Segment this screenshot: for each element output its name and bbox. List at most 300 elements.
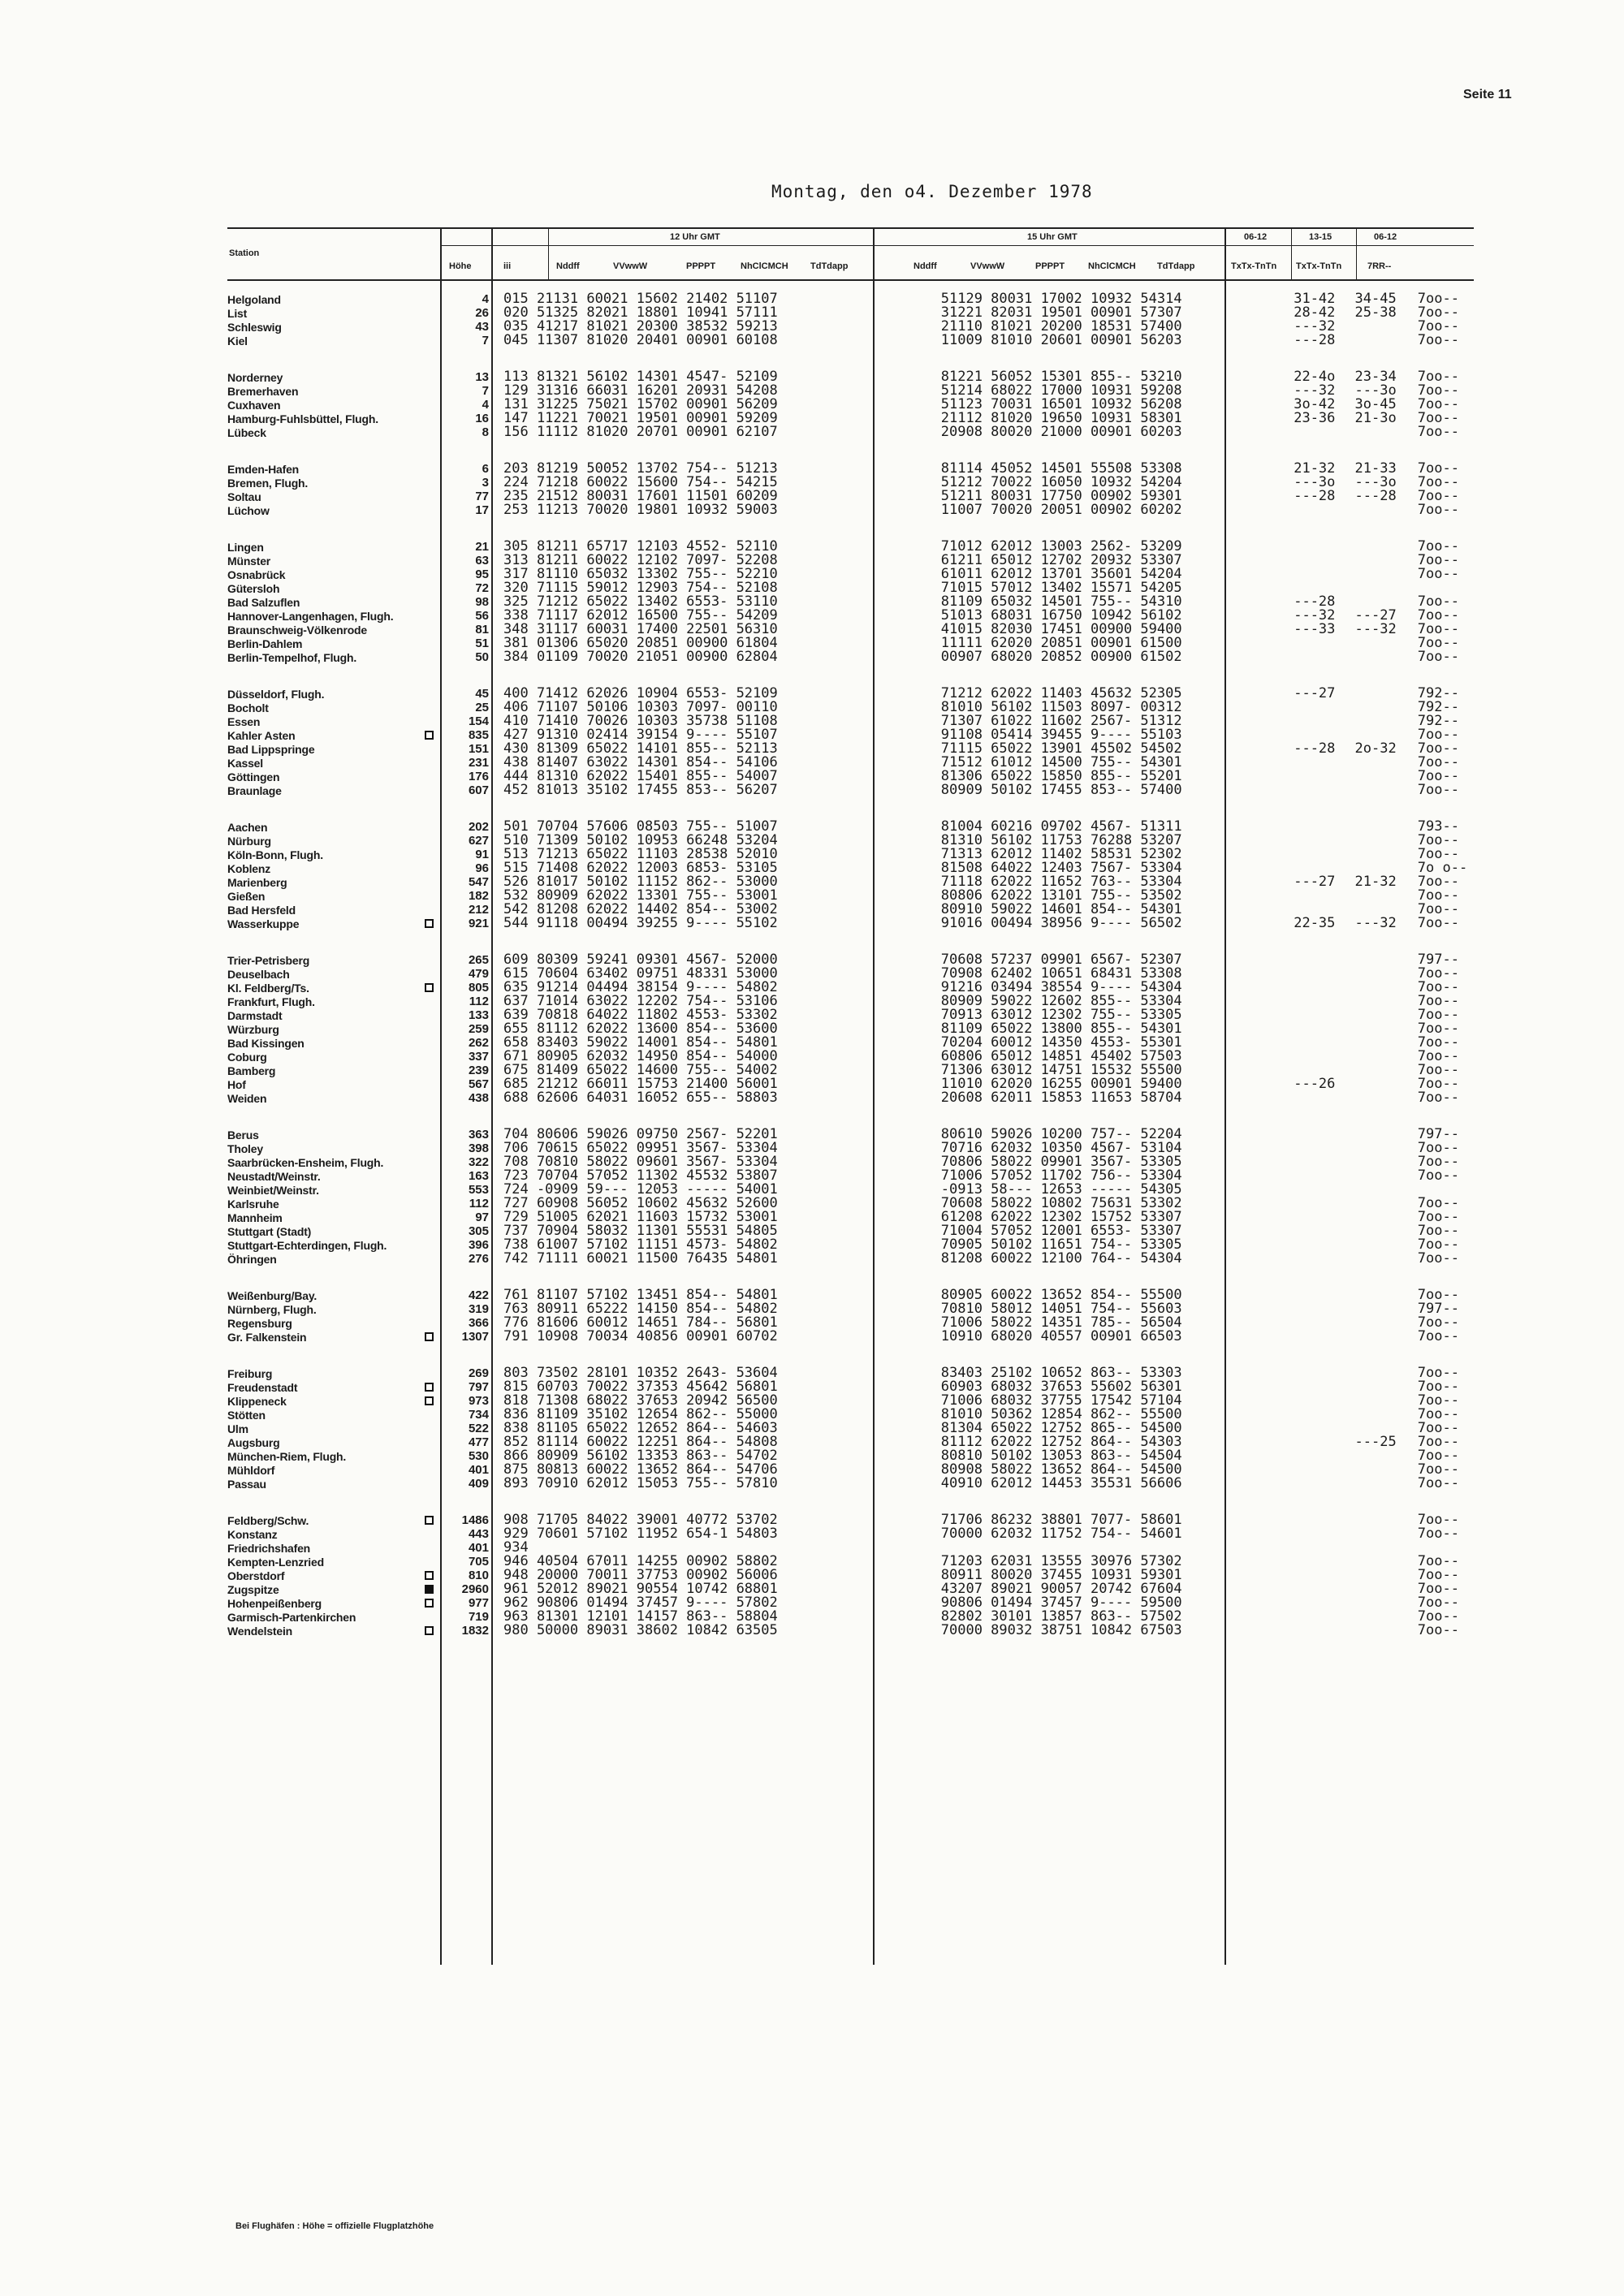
obs-15utc: 41015 82030 17451 00900 59400 bbox=[940, 623, 1182, 637]
temp-range-13-15: ---27 bbox=[1354, 609, 1397, 623]
temp-range-13-15 bbox=[1355, 770, 1418, 783]
temp-range-13-15 bbox=[1355, 568, 1418, 581]
station-name: Gütersloh bbox=[227, 581, 280, 595]
temp-range-06-12 bbox=[1294, 1330, 1354, 1344]
mountain-station-icon bbox=[425, 1383, 434, 1392]
station-row bbox=[227, 1513, 440, 1527]
station-height: 719 bbox=[468, 1610, 489, 1624]
precip-group: 7oo-- bbox=[1417, 1288, 1459, 1302]
obs-15utc: 60806 65012 14851 45402 57503 bbox=[940, 1050, 1182, 1064]
obs-12utc: 962 90806 01494 37457 9---- 57802 bbox=[503, 1596, 778, 1610]
precip-group: 792-- bbox=[1417, 701, 1459, 714]
observation-row bbox=[503, 1422, 1480, 1435]
obs-15utc: 81310 56102 11753 76288 53207 bbox=[940, 834, 1182, 848]
data-group bbox=[503, 1513, 1480, 1638]
observation-row bbox=[503, 967, 1480, 981]
station-row bbox=[227, 1302, 440, 1316]
obs-15utc: 71006 68032 37755 17542 57104 bbox=[940, 1394, 1182, 1408]
station-name: Kahler Asten bbox=[227, 728, 296, 742]
precip-group: 7oo-- bbox=[1417, 1624, 1459, 1638]
station-height: 797 bbox=[468, 1380, 489, 1394]
temp-range-13-15 bbox=[1355, 1408, 1418, 1422]
obs-12utc: 147 11221 70021 19501 00901 59209 bbox=[503, 412, 778, 425]
station-row bbox=[227, 384, 440, 398]
station-height: 627 bbox=[468, 834, 489, 848]
observation-row bbox=[503, 1183, 1480, 1197]
station-height: 2960 bbox=[461, 1582, 489, 1596]
temp-range-06-12 bbox=[1294, 1036, 1354, 1050]
divider-station-height bbox=[440, 227, 442, 1965]
temp-range-06-12 bbox=[1294, 1252, 1354, 1266]
obs-15utc: 51212 70022 16050 10932 54204 bbox=[940, 476, 1182, 490]
station-row bbox=[227, 1022, 440, 1036]
station-height: 7 bbox=[482, 384, 489, 398]
precip-group: 7oo-- bbox=[1417, 875, 1459, 889]
station-row bbox=[227, 1366, 440, 1380]
precip-group: 7oo-- bbox=[1417, 995, 1459, 1008]
obs-12utc: 129 31316 66031 16201 20931 54208 bbox=[503, 384, 778, 398]
obs-12utc: 224 71218 60022 15600 754-- 54215 bbox=[503, 476, 778, 490]
station-height: 21 bbox=[475, 540, 489, 554]
obs-12utc: 501 70704 57606 08503 755-- 51007 bbox=[503, 820, 778, 834]
station-height: 363 bbox=[468, 1128, 489, 1142]
temp-range-13-15 bbox=[1355, 540, 1418, 554]
obs-15utc: 60903 68032 37653 55602 56301 bbox=[940, 1380, 1182, 1394]
mountain-station-icon bbox=[425, 1516, 434, 1525]
precip-group: 7oo-- bbox=[1417, 742, 1459, 756]
temp-range-13-15 bbox=[1355, 834, 1418, 848]
temp-range-13-15: 3o-45 bbox=[1354, 398, 1397, 412]
obs-12utc: 761 81107 57102 13451 854-- 54801 bbox=[503, 1288, 778, 1302]
station-name: Trier-Petrisberg bbox=[227, 953, 310, 967]
temp-range-13-15 bbox=[1355, 1477, 1418, 1491]
station-row bbox=[227, 320, 440, 334]
station-name: Köln-Bonn, Flugh. bbox=[227, 848, 323, 861]
obs-12utc: 934 bbox=[503, 1541, 529, 1555]
precip-group: 7oo-- bbox=[1417, 1477, 1459, 1491]
temp-range-13-15 bbox=[1355, 1008, 1418, 1022]
obs-12utc: 615 70604 63402 09751 48331 53000 bbox=[503, 967, 778, 981]
station-row bbox=[227, 650, 440, 664]
precip-group: 7oo-- bbox=[1417, 1091, 1459, 1105]
station-row bbox=[227, 967, 440, 981]
obs-12utc: 452 81013 35102 17455 853-- 56207 bbox=[503, 783, 778, 797]
temp-range-06-12 bbox=[1294, 889, 1354, 903]
mountain-station-icon bbox=[425, 1332, 434, 1341]
temp-range-06-12 bbox=[1294, 1555, 1354, 1569]
precip-group: 7oo-- bbox=[1417, 412, 1459, 425]
station-height: 154 bbox=[468, 714, 489, 728]
station-name: Lingen bbox=[227, 540, 264, 554]
temp-range-13-15: 21-33 bbox=[1354, 462, 1397, 476]
station-height: 438 bbox=[468, 1091, 489, 1105]
station-group bbox=[227, 462, 440, 517]
station-height: 202 bbox=[468, 820, 489, 834]
temp-range-06-12: ---3o bbox=[1294, 476, 1336, 490]
station-name: Darmstadt bbox=[227, 1008, 283, 1022]
station-row bbox=[227, 981, 440, 995]
station-height: 322 bbox=[468, 1155, 489, 1169]
observation-row bbox=[503, 1022, 1480, 1036]
station-height: 977 bbox=[468, 1596, 489, 1610]
temp-range-13-15 bbox=[1355, 425, 1418, 439]
observation-row bbox=[503, 1302, 1480, 1316]
station-name: Karlsruhe bbox=[227, 1197, 279, 1211]
obs-15utc: 71307 61022 11602 2567- 51312 bbox=[940, 714, 1182, 728]
temp-range-13-15 bbox=[1355, 1610, 1418, 1624]
obs-15utc: 81010 56102 11503 8097- 00312 bbox=[940, 701, 1182, 714]
temp-range-13-15 bbox=[1355, 637, 1418, 650]
obs-15utc: 51211 80031 17750 00902 59301 bbox=[940, 490, 1182, 503]
data-group bbox=[503, 462, 1480, 517]
header-tdapp-15: TdTdapp bbox=[1157, 261, 1195, 271]
obs-12utc: 510 71309 50102 10953 66248 53204 bbox=[503, 834, 778, 848]
data-group bbox=[503, 687, 1480, 797]
obs-15utc: 71012 62012 13003 2562- 53209 bbox=[940, 540, 1182, 554]
station-row bbox=[227, 756, 440, 770]
temp-range-13-15 bbox=[1355, 1449, 1418, 1463]
precip-group: 7oo-- bbox=[1417, 540, 1459, 554]
station-height: 366 bbox=[468, 1316, 489, 1330]
temp-range-06-12 bbox=[1294, 425, 1354, 439]
temp-range-06-12 bbox=[1294, 503, 1354, 517]
temp-range-13-15: ---3o bbox=[1354, 384, 1397, 398]
station-name: Hamburg-Fuhlsbüttel, Flugh. bbox=[227, 412, 378, 425]
precip-group: 7oo-- bbox=[1417, 903, 1459, 917]
temp-range-13-15 bbox=[1355, 728, 1418, 742]
height-group bbox=[447, 292, 489, 347]
station-height: 477 bbox=[468, 1435, 489, 1449]
temp-range-13-15 bbox=[1355, 701, 1418, 714]
station-name: Kassel bbox=[227, 756, 263, 770]
station-group bbox=[227, 370, 440, 439]
station-name: Freudenstadt bbox=[227, 1380, 298, 1394]
obs-12utc: 515 71408 62022 12003 6853- 53105 bbox=[503, 861, 778, 875]
station-name: Stötten bbox=[227, 1408, 266, 1422]
precip-group: 793-- bbox=[1417, 820, 1459, 834]
observation-row bbox=[503, 320, 1480, 334]
station-name: Berus bbox=[227, 1128, 259, 1142]
station-name: Bad Salzuflen bbox=[227, 595, 300, 609]
obs-15utc: 91216 03494 38554 9---- 54304 bbox=[940, 981, 1182, 995]
station-name: Deuselbach bbox=[227, 967, 290, 981]
station-name: Neustadt/Weinstr. bbox=[227, 1169, 321, 1183]
obs-15utc: 80911 80020 37455 10931 59301 bbox=[940, 1569, 1182, 1582]
station-name: Bremerhaven bbox=[227, 384, 299, 398]
obs-15utc: 70716 62032 10350 4567- 53104 bbox=[940, 1142, 1182, 1155]
obs-12utc: 875 80813 60022 13652 864-- 54706 bbox=[503, 1463, 778, 1477]
station-height: 81 bbox=[475, 623, 489, 637]
station-name: Norderney bbox=[227, 370, 283, 384]
station-name: Frankfurt, Flugh. bbox=[227, 995, 315, 1008]
obs-12utc: 526 81017 50102 11152 862-- 53000 bbox=[503, 875, 778, 889]
obs-12utc: 727 60908 56052 10602 45632 52600 bbox=[503, 1197, 778, 1211]
station-height: 835 bbox=[468, 728, 489, 742]
precip-group: 7oo-- bbox=[1417, 637, 1459, 650]
header-sub-0612: TxTx-TnTn bbox=[1231, 261, 1277, 271]
obs-12utc: 815 60703 70022 37353 45642 56801 bbox=[503, 1380, 778, 1394]
temp-range-13-15 bbox=[1355, 1513, 1418, 1527]
obs-12utc: 313 81211 60022 12102 7097- 52208 bbox=[503, 554, 778, 568]
observation-row bbox=[503, 1394, 1480, 1408]
precip-group: 7oo-- bbox=[1417, 554, 1459, 568]
temp-range-06-12 bbox=[1294, 1183, 1354, 1197]
temp-range-13-15 bbox=[1355, 1238, 1418, 1252]
temp-range-13-15 bbox=[1355, 650, 1418, 664]
precip-group: 7oo-- bbox=[1417, 1169, 1459, 1183]
temp-range-06-12 bbox=[1294, 1582, 1354, 1596]
station-row bbox=[227, 1569, 440, 1582]
obs-15utc: 81004 60216 09702 4567- 51311 bbox=[940, 820, 1182, 834]
temp-range-13-15 bbox=[1355, 1142, 1418, 1155]
station-row bbox=[227, 425, 440, 439]
temp-range-13-15: 2o-32 bbox=[1354, 742, 1397, 756]
station-height: 56 bbox=[475, 609, 489, 623]
station-height: 522 bbox=[468, 1422, 489, 1435]
obs-12utc: 706 70615 65022 09951 3567- 53304 bbox=[503, 1142, 778, 1155]
station-row bbox=[227, 1582, 440, 1596]
obs-12utc: 410 71410 70026 10303 35738 51108 bbox=[503, 714, 778, 728]
temp-range-13-15 bbox=[1355, 1569, 1418, 1582]
precip-group: 7oo-- bbox=[1417, 1408, 1459, 1422]
station-height: 77 bbox=[475, 490, 489, 503]
header-0612: 06-12 bbox=[1244, 232, 1268, 242]
obs-12utc: 704 80606 59026 09750 2567- 52201 bbox=[503, 1128, 778, 1142]
obs-15utc: 90806 01494 37457 9---- 59500 bbox=[940, 1596, 1182, 1610]
observation-row bbox=[503, 742, 1480, 756]
obs-12utc: 961 52012 89021 90554 10742 68801 bbox=[503, 1582, 778, 1596]
obs-15utc: 91108 05414 39455 9---- 55103 bbox=[940, 728, 1182, 742]
station-name: Osnabrück bbox=[227, 568, 286, 581]
station-name: Hof bbox=[227, 1077, 246, 1091]
obs-15utc: 71313 62012 11402 58531 52302 bbox=[940, 848, 1182, 861]
station-row bbox=[227, 1422, 440, 1435]
temp-range-06-12 bbox=[1294, 1064, 1354, 1077]
obs-12utc: 235 21512 80031 17601 11501 60209 bbox=[503, 490, 778, 503]
station-height: 17 bbox=[475, 503, 489, 517]
observation-row bbox=[503, 1050, 1480, 1064]
station-height: 401 bbox=[468, 1541, 489, 1555]
obs-12utc: 045 11307 81020 20401 00901 60108 bbox=[503, 334, 778, 347]
header-height: Höhe bbox=[449, 261, 472, 271]
mountain-station-icon bbox=[425, 1571, 434, 1580]
precip-group: 7oo-- bbox=[1417, 1316, 1459, 1330]
precip-group: 7oo-- bbox=[1417, 1022, 1459, 1036]
station-height: 231 bbox=[468, 756, 489, 770]
precip-group: 7oo-- bbox=[1417, 1036, 1459, 1050]
observation-row bbox=[503, 540, 1480, 554]
observation-row bbox=[503, 1555, 1480, 1569]
station-row bbox=[227, 1394, 440, 1408]
temp-range-06-12 bbox=[1294, 1316, 1354, 1330]
precip-group: 7oo-- bbox=[1417, 425, 1459, 439]
station-height: 547 bbox=[468, 875, 489, 889]
obs-12utc: 427 91310 02414 39154 9---- 55107 bbox=[503, 728, 778, 742]
precip-group: 792-- bbox=[1417, 687, 1459, 701]
obs-15utc: 70000 62032 11752 754-- 54601 bbox=[940, 1527, 1182, 1541]
divider-height-iii bbox=[491, 227, 493, 1965]
observation-row bbox=[503, 650, 1480, 664]
temp-range-13-15: ---28 bbox=[1354, 490, 1397, 503]
precip-group: 7oo-- bbox=[1417, 1527, 1459, 1541]
station-height: 163 bbox=[468, 1169, 489, 1183]
station-name: Münster bbox=[227, 554, 271, 568]
station-height: 4 bbox=[482, 398, 489, 412]
mountain-station-icon bbox=[425, 1585, 434, 1594]
station-name: Marienberg bbox=[227, 875, 287, 889]
station-group bbox=[227, 292, 440, 347]
station-height: 43 bbox=[475, 320, 489, 334]
station-row bbox=[227, 917, 440, 930]
obs-15utc: 70608 58022 10802 75631 53302 bbox=[940, 1197, 1182, 1211]
station-name: Cuxhaven bbox=[227, 398, 281, 412]
precip-group: 7oo-- bbox=[1417, 1211, 1459, 1224]
station-row bbox=[227, 1211, 440, 1224]
station-group bbox=[227, 820, 440, 930]
station-row bbox=[227, 1624, 440, 1638]
observation-row bbox=[503, 1036, 1480, 1050]
obs-15utc: 70913 63012 12302 755-- 53305 bbox=[940, 1008, 1182, 1022]
station-height: 45 bbox=[475, 687, 489, 701]
obs-12utc: 776 81606 60012 14651 784-- 56801 bbox=[503, 1316, 778, 1330]
obs-12utc: 400 71412 62026 10904 6553- 52109 bbox=[503, 687, 778, 701]
station-height: 51 bbox=[475, 637, 489, 650]
height-column bbox=[447, 292, 489, 1660]
obs-15utc bbox=[941, 1541, 1294, 1555]
header-vvwww-15: VVwwW bbox=[970, 261, 1005, 271]
temp-range-13-15 bbox=[1355, 687, 1418, 701]
obs-15utc: 81306 65022 15850 855-- 55201 bbox=[940, 770, 1182, 783]
temp-range-13-15 bbox=[1355, 783, 1418, 797]
station-group bbox=[227, 687, 440, 797]
station-height: 262 bbox=[468, 1036, 489, 1050]
height-group bbox=[447, 1366, 489, 1491]
header-time-15: 15 Uhr GMT bbox=[1027, 232, 1078, 242]
temp-range-13-15 bbox=[1355, 1036, 1418, 1050]
observation-row bbox=[503, 1224, 1480, 1238]
station-row bbox=[227, 1036, 440, 1050]
precip-group: 7oo-- bbox=[1417, 462, 1459, 476]
obs-12utc: 406 71107 50106 10303 7097- 00110 bbox=[503, 701, 778, 714]
precip-group: 7oo-- bbox=[1417, 1596, 1459, 1610]
obs-15utc: 70204 60012 14350 4553- 55301 bbox=[940, 1036, 1182, 1050]
obs-12utc: 838 81105 65022 12652 864-- 54603 bbox=[503, 1422, 778, 1435]
obs-12utc: 609 80309 59241 09301 4567- 52000 bbox=[503, 953, 778, 967]
temp-range-13-15 bbox=[1355, 1624, 1418, 1638]
temp-range-06-12 bbox=[1294, 554, 1354, 568]
observation-row bbox=[503, 1077, 1480, 1091]
footnote: Bei Flughäfen : Höhe = offizielle Flugplatzhöhe bbox=[235, 2221, 434, 2231]
temp-range-13-15 bbox=[1355, 320, 1418, 334]
obs-12utc: 438 81407 63022 14301 854-- 54106 bbox=[503, 756, 778, 770]
obs-15utc: 70905 50102 11651 754-- 53305 bbox=[940, 1238, 1182, 1252]
obs-12utc: 317 81110 65032 13302 755-- 52210 bbox=[503, 568, 778, 581]
station-row bbox=[227, 953, 440, 967]
station-height: 98 bbox=[475, 595, 489, 609]
temp-range-06-12: ---28 bbox=[1294, 595, 1336, 609]
observation-row bbox=[503, 462, 1480, 476]
obs-15utc: 80610 59026 10200 757-- 52204 bbox=[940, 1128, 1182, 1142]
observation-row bbox=[503, 1449, 1480, 1463]
obs-15utc: 71015 57012 13402 15571 54205 bbox=[940, 581, 1182, 595]
station-height: 4 bbox=[482, 292, 489, 306]
height-group bbox=[447, 1513, 489, 1638]
temp-range-06-12: ---32 bbox=[1294, 384, 1336, 398]
precip-group: 7oo-- bbox=[1417, 1569, 1459, 1582]
station-name: Feldberg/Schw. bbox=[227, 1513, 309, 1527]
station-row bbox=[227, 1169, 440, 1183]
station-name: Friedrichshafen bbox=[227, 1541, 311, 1555]
obs-12utc: 020 51325 82021 18801 10941 57111 bbox=[503, 306, 778, 320]
mountain-station-icon bbox=[425, 731, 434, 740]
temp-range-06-12: ---27 bbox=[1294, 875, 1336, 889]
station-name: Soltau bbox=[227, 490, 261, 503]
station-height: 112 bbox=[469, 995, 489, 1008]
temp-range-13-15: ---32 bbox=[1354, 917, 1397, 930]
obs-12utc: 338 71117 62012 16500 755-- 54209 bbox=[503, 609, 778, 623]
obs-12utc: 685 21212 66011 15753 21400 56001 bbox=[503, 1077, 778, 1091]
temp-range-06-12 bbox=[1294, 820, 1354, 834]
temp-range-13-15: 25-38 bbox=[1354, 306, 1397, 320]
header-sub-7rr: 7RR-- bbox=[1367, 261, 1392, 271]
temp-range-06-12 bbox=[1294, 581, 1354, 595]
station-row bbox=[227, 1380, 440, 1394]
observation-row bbox=[503, 714, 1480, 728]
station-name: Braunlage bbox=[227, 783, 282, 797]
precip-group: 7oo-- bbox=[1417, 623, 1459, 637]
header-pppp-12: PPPPT bbox=[686, 261, 716, 271]
temp-range-13-15 bbox=[1355, 1169, 1418, 1183]
temp-range-13-15 bbox=[1355, 1077, 1418, 1091]
header-iii: iii bbox=[503, 261, 512, 271]
obs-15utc: 80909 50102 17455 853-- 57400 bbox=[940, 783, 1182, 797]
temp-range-06-12: 31-42 bbox=[1294, 292, 1336, 306]
temp-range-06-12 bbox=[1294, 1380, 1354, 1394]
precip-group bbox=[1418, 1183, 1480, 1197]
station-name: Koblenz bbox=[227, 861, 271, 875]
observation-row bbox=[503, 917, 1480, 930]
observation-row bbox=[503, 1169, 1480, 1183]
obs-15utc: 31221 82031 19501 00901 57307 bbox=[940, 306, 1182, 320]
station-row bbox=[227, 728, 440, 742]
temp-range-13-15 bbox=[1355, 848, 1418, 861]
station-row bbox=[227, 595, 440, 609]
data-group bbox=[503, 540, 1480, 664]
precip-group: 7oo-- bbox=[1417, 1197, 1459, 1211]
station-height: 95 bbox=[475, 568, 489, 581]
station-row bbox=[227, 1064, 440, 1077]
precip-group: 7oo-- bbox=[1417, 1610, 1459, 1624]
observation-row bbox=[503, 1330, 1480, 1344]
obs-12utc: 658 83403 59022 14001 854-- 54801 bbox=[503, 1036, 778, 1050]
obs-15utc: 71512 61012 14500 755-- 54301 bbox=[940, 756, 1182, 770]
obs-15utc: 71115 65022 13901 45502 54502 bbox=[940, 742, 1182, 756]
precip-group: 7oo-- bbox=[1417, 1449, 1459, 1463]
obs-12utc: 688 62606 64031 16052 655-- 58803 bbox=[503, 1091, 778, 1105]
temp-range-06-12 bbox=[1294, 1008, 1354, 1022]
observation-row bbox=[503, 834, 1480, 848]
header-0612b: 06-12 bbox=[1374, 232, 1397, 242]
obs-12utc: 513 71213 65022 11103 28538 52010 bbox=[503, 848, 778, 861]
temp-range-06-12: ---32 bbox=[1294, 320, 1336, 334]
station-name: Bad Kissingen bbox=[227, 1036, 304, 1050]
precip-group: 7oo-- bbox=[1417, 503, 1459, 517]
obs-12utc: 542 81208 62022 14402 854-- 53002 bbox=[503, 903, 778, 917]
data-group bbox=[503, 1288, 1480, 1344]
station-row bbox=[227, 609, 440, 623]
temp-range-13-15 bbox=[1355, 1022, 1418, 1036]
observation-row bbox=[503, 1238, 1480, 1252]
